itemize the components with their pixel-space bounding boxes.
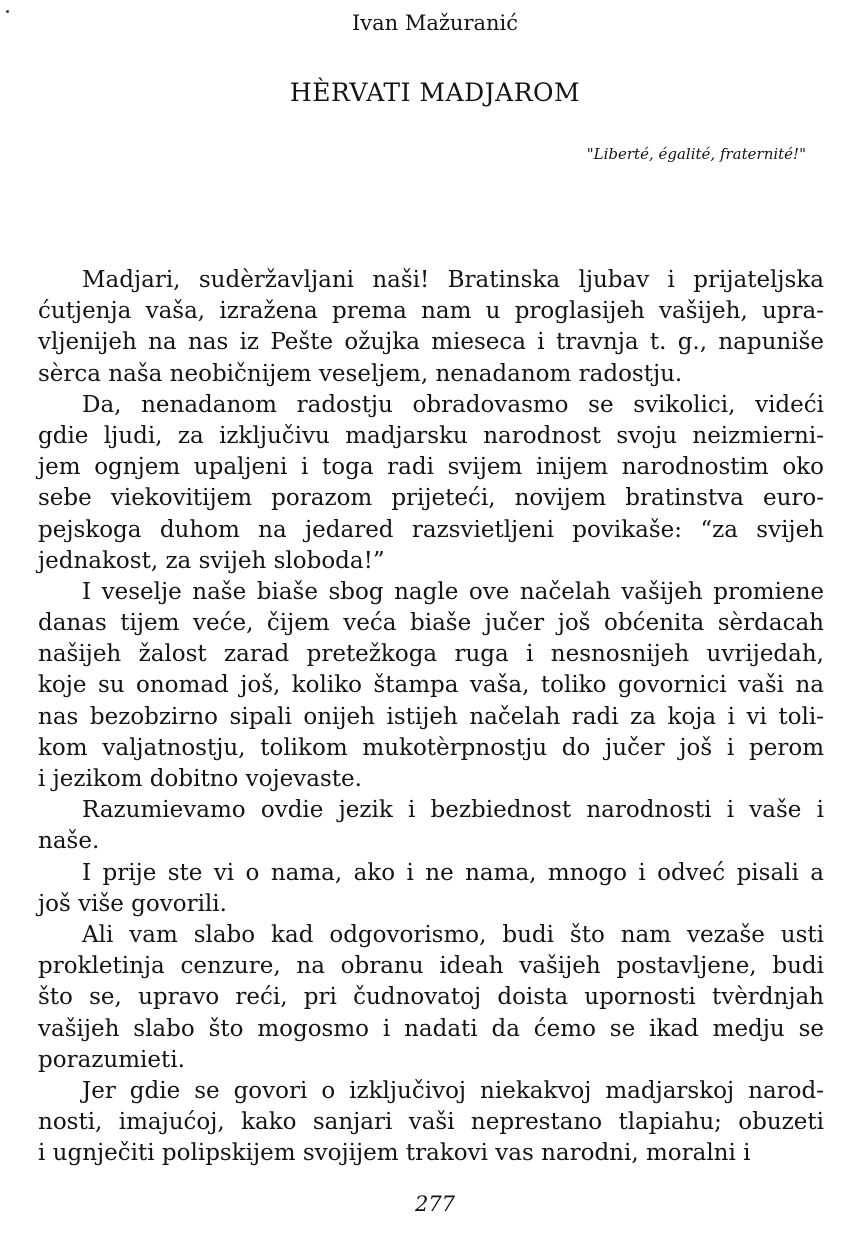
text-line: Razumievamo ovdie jezik i bezbiednost narodnosti i vaše i bbox=[82, 797, 824, 824]
text-line: vljenijeh na nas iz Pešte ožujka mieseca i travnja t. g., napuniše bbox=[38, 329, 824, 356]
text-line: još više govorili. bbox=[38, 890, 227, 917]
text-line: ćutjenja vaša, izražena prema nam u proglasijeh vašijeh, upra- bbox=[38, 298, 824, 325]
paragraph bbox=[38, 577, 824, 795]
paragraph bbox=[38, 265, 824, 390]
text-line: našijeh žalost zarad pretežkoga ruga i nesnosnijeh uvrijedah, bbox=[38, 641, 824, 668]
text-line: sebe viekovitijem porazom prijeteći, novijem bratinstva euro- bbox=[38, 485, 824, 512]
epigraph: "Liberté, égalité, fraternité!" bbox=[586, 145, 806, 163]
text-line: sèrca naša neobičnijem veseljem, nenadanom radostju. bbox=[38, 360, 683, 387]
text-line: i ugnječiti polipskijem svojijem trakovi vas narodni, moralni i bbox=[38, 1140, 751, 1167]
paragraph bbox=[38, 920, 824, 1076]
text-line: I prije ste vi o nama, ako i ne nama, mnogo i odveć pisali a bbox=[82, 859, 824, 886]
text-line: kom valjatnostju, tolikom mukotèrpnostju do jučer još i perom bbox=[38, 734, 824, 761]
paragraph bbox=[38, 858, 824, 920]
text-line: danas tijem veće, čijem veća biaše jučer još obćenita sèrdacah bbox=[38, 610, 824, 637]
page-number: 277 bbox=[414, 1192, 456, 1216]
paragraph bbox=[38, 390, 824, 577]
text-line: nosti, imajućoj, kako sanjari vaši neprestano tlapiahu; obuzeti bbox=[38, 1109, 824, 1136]
paragraph bbox=[38, 1076, 824, 1170]
author-name: Ivan Mažuranić bbox=[351, 11, 519, 35]
text-line: prokletinja cenzure, na obranu ideah vašijeh postavljene, budi bbox=[38, 953, 824, 980]
text-line: Madjari, sudèržavljani naši! Bratinska ljubav i prijateljska bbox=[82, 267, 824, 293]
text-line: Ali vam slabo kad odgovorismo, budi što nam vezaše usti bbox=[82, 921, 824, 948]
text-line: nas bezobzirno sipali onijeh istijeh načelah radi za koja i vi toli- bbox=[38, 703, 824, 730]
text-line: pejskoga duhom na jedared razsvietljeni povikaše: “za svijeh bbox=[38, 516, 824, 543]
paragraph bbox=[38, 795, 824, 857]
text-line: Jer gdie se govori o izključivoj niekakvoj madjarskoj narod- bbox=[82, 1077, 824, 1104]
text-line: što se, upravo reći, pri čudnovatoj doista upornosti tvèrdnjah bbox=[38, 984, 824, 1011]
text-line: Da, nenadanom radostju obradovasmo se svikolici, videći bbox=[82, 391, 824, 418]
chapter-title: HÈRVATI MADJAROM bbox=[289, 78, 581, 107]
text-line: gdie ljudi, za izključivu madjarsku narodnost svoju neizmierni- bbox=[38, 422, 824, 449]
body-text bbox=[38, 265, 824, 1169]
text-line: I veselje naše biaše sbog nagle ove načelah vašijeh promiene bbox=[82, 578, 824, 605]
text-line: jem ognjem upaljeni i toga radi svijem inijem narodnostim oko bbox=[38, 454, 824, 481]
text-line: jednakost, za svijeh sloboda!” bbox=[38, 547, 385, 574]
text-line: naše. bbox=[38, 828, 100, 855]
text-line: vašijeh slabo što mogosmo i nadati da ćemo se ikad medju se bbox=[38, 1015, 824, 1042]
text-line: koje su onomad još, koliko štampa vaša, toliko govornici vaši na bbox=[38, 672, 824, 699]
text-line: i jezikom dobitno vojevaste. bbox=[38, 766, 362, 792]
text-line: porazumieti. bbox=[38, 1046, 185, 1073]
